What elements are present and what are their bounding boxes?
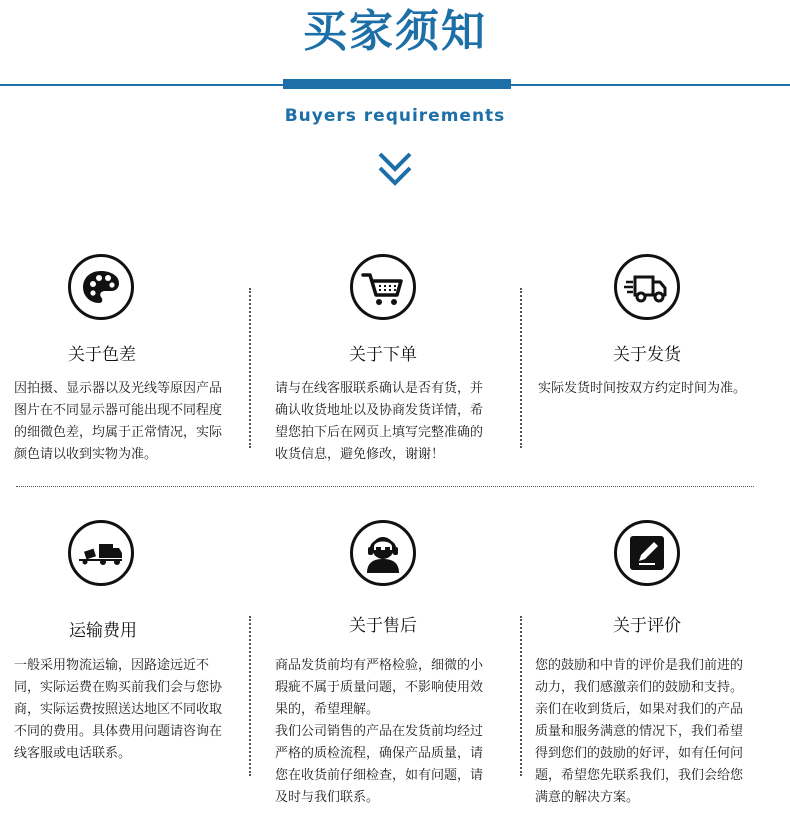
section-title: 关于色差 bbox=[68, 345, 136, 365]
section-text: 一般采用物流运输，因路途远近不 同，实际运费在购买前我们会与您协 商，实际运费按照送达地区不同收取 不同的费用。具体费用问题请咨询在 线客服或电话联系。 bbox=[14, 658, 223, 761]
column-divider bbox=[520, 288, 522, 448]
double-chevron-down-icon bbox=[377, 150, 413, 190]
shipping-truck-icon bbox=[68, 520, 134, 586]
edit-review-icon bbox=[614, 520, 680, 586]
delivery-truck-icon bbox=[614, 254, 680, 320]
section-title: 运输费用 bbox=[69, 621, 137, 641]
customer-service-icon bbox=[350, 520, 416, 586]
section-text: 请与在线客服联系确认是否有货，并 确认收货地址以及协商发货详情，希 望您拍下后在网页上填写完整准确的 收货信息，避免修改，谢谢！ bbox=[275, 381, 484, 462]
section-title: 关于下单 bbox=[349, 345, 417, 365]
page-subtitle: Buyers requirements bbox=[284, 106, 506, 126]
column-divider bbox=[249, 288, 251, 448]
section-text: 因拍摄、显示器以及光线等原因产品 图片在不同显示器可能出现不同程度 的细微色差，均属于正常情况，实际 颜色请以收到实物为准。 bbox=[14, 381, 223, 462]
section-text: 您的鼓励和中肯的评价是我们前进的 动力，我们感激亲们的鼓励和支持。 亲们在收到货后，如果对我们的产品 质量和服务满意的情况下，我们希望 得到您们的鼓励的好评，如有任何问 题，希望您先联系我们，我们会给您 满意的解决方案。 bbox=[535, 658, 744, 805]
column-divider bbox=[520, 616, 522, 776]
section-title: 关于售后 bbox=[349, 616, 417, 636]
section-text: 商品发货前均有严格检验，细微的小 瑕疵不属于质量问题，不影响使用效 果的，希望理解。 我们公司销售的产品在发货前均经过 严格的质检流程，确保产品质量，请 您在收货前仔细检查，如有问题，请 及时与我们联系。 bbox=[275, 658, 484, 805]
section-text: 实际发货时间按双方约定时间为准。 bbox=[538, 381, 747, 396]
page-title: 买家须知 bbox=[303, 6, 487, 57]
shopping-cart-icon bbox=[350, 254, 416, 320]
column-divider bbox=[249, 616, 251, 776]
palette-icon bbox=[68, 254, 134, 320]
header-bar bbox=[283, 79, 511, 89]
section-title: 关于发货 bbox=[613, 345, 681, 365]
section-title: 关于评价 bbox=[613, 616, 681, 636]
row-divider bbox=[16, 486, 754, 487]
